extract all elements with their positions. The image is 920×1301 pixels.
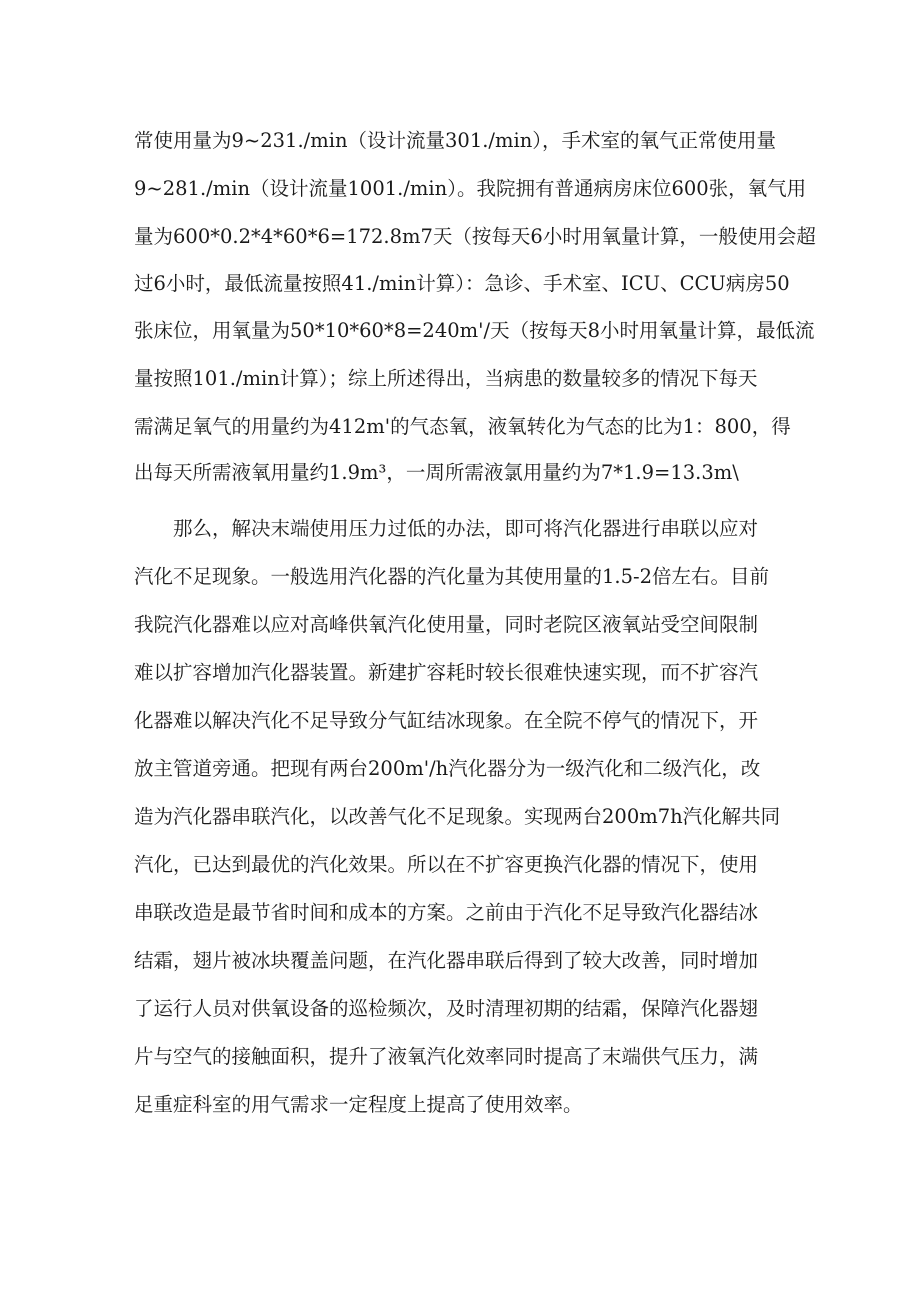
text-line: 量为600*0.2*4*60*6=172.8m7天（按每天6小时用氧量计算，一般使用会超 [134, 225, 816, 248]
text-line: 需满足氧气的用量约为412m'的气态氧，液氧转化为气态的比为1：800，得 [134, 415, 791, 438]
text-line: 汽化，已达到最优的汽化效果。所以在不扩容更换汽化器的情况下，使用 [134, 853, 759, 876]
text-line: 造为汽化器串联汽化，以改善气化不足现象。实现两台200m7h汽化解共同 [134, 805, 781, 828]
text-line: 结霜，翅片被冰块覆盖问题，在汽化器串联后得到了较大改善，同时增加 [134, 949, 759, 972]
text-line: 片与空气的接触面积，提升了液氧汽化效率同时提高了末端供气压力，满 [134, 1045, 759, 1068]
text-line: 足重症科室的用气需求一定程度上提高了使用效率。 [134, 1093, 583, 1116]
text-line: 过6小时，最低流量按照41./min计算）：急诊、手术室、ICU、CCU病房50 [134, 272, 790, 295]
text-line: 常使用量为9~231./min（设计流量301./min），手术室的氧气正常使用量 [134, 129, 777, 152]
text-line: 串联改造是最节省时间和成本的方案。之前由于汽化不足导致汽化器结冰 [134, 901, 759, 924]
text-line: 张床位，用氧量为50*10*60*8=240m'/天（按每天8小时用氧量计算，最低流 [134, 319, 815, 342]
text-line: 9~281./min（设计流量1001./min）。我院拥有普通病房床位600张，氧气用 [134, 177, 807, 200]
text-line: 放主管道旁通。把现有两台200m'/h汽化器分为一级汽化和二级汽化，改 [134, 757, 761, 780]
text-line: 我院汽化器难以应对高峰供氧汽化使用量，同时老院区液氧站受空间限制 [134, 613, 759, 636]
text-line: 量按照101./min计算）；综上所述得出，当病患的数量较多的情况下每天 [134, 367, 758, 390]
text-line: 了运行人员对供氧设备的巡检频次，及时清理初期的结霜，保障汽化器翅 [134, 997, 759, 1020]
text-line: 化器难以解决汽化不足导致分气缸结冰现象。在全院不停气的情况下，开 [134, 709, 759, 732]
text-line: 那么，解决末端使用压力过低的办法，即可将汽化器进行串联以应对 [173, 517, 759, 540]
text-line: 出每天所需液氧用量约1.9m³，一周所需液氯用量约为7*1.9=13.3m\ [134, 461, 739, 484]
text-line: 难以扩容增加汽化器装置。新建扩容耗时较长很难快速实现，而不扩容汽 [134, 661, 759, 684]
text-line: 汽化不足现象。一般选用汽化器的汽化量为其使用量的1.5-2倍左右。目前 [134, 565, 770, 588]
